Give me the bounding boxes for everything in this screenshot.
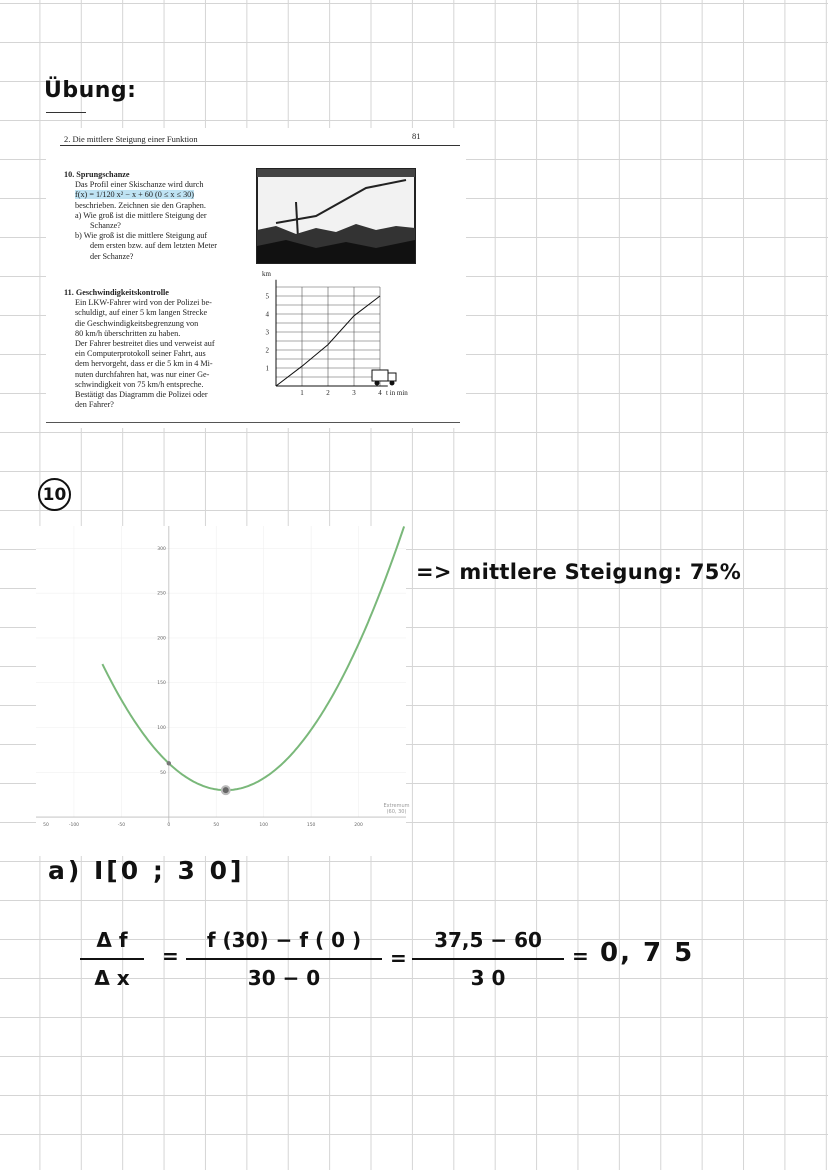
x-tick-label: 200 [354, 823, 363, 829]
task-11-line: die Geschwindigkeitsbegrenzung von [75, 318, 199, 328]
task-11-line: Ein LKW-Fahrer wird von der Polizei be- [75, 298, 212, 308]
x-tick-label: -100 [68, 823, 80, 829]
task-number-badge: 10 [38, 478, 71, 511]
book-page-number: 81 [412, 131, 421, 141]
fraction-denominator: 30 − 0 [247, 966, 321, 990]
x-tick-label: 150 [306, 823, 316, 829]
y-tick-label: 250 [157, 591, 166, 597]
task-10-question-b: b) Wie groß ist die mittlere Steigung auf [75, 231, 208, 241]
equals-sign: = [390, 946, 407, 970]
task-11-line: den Fahrer? [75, 400, 114, 410]
task-10-question-a: a) Wie groß ist die mittlere Steigung der [75, 210, 207, 220]
task-11-line: Bestätigt das Diagramm die Polizei oder [75, 390, 208, 400]
equals-sign: = [572, 944, 589, 968]
diagram-y-tick: 2 [265, 346, 269, 355]
interval-label: a) I[0 ; 3 0] [48, 856, 245, 885]
book-header-rule [60, 145, 460, 146]
extremum-label: Extremum [383, 803, 410, 810]
y-intercept-point [167, 761, 171, 765]
diagram-x-tick: 2 [326, 389, 330, 397]
x-tick-label: 0 [167, 823, 171, 829]
book-bottom-rule [46, 422, 460, 423]
task-11-line: 80 km/h überschritten zu haben. [75, 328, 181, 338]
y-tick-label: 100 [157, 725, 166, 731]
task-11-line: ein Computerprotokoll seiner Fahrt, aus [75, 349, 206, 359]
x-tick-label-left: 50 [43, 823, 49, 829]
task-11-text [64, 288, 254, 410]
fraction-numbers [412, 928, 564, 990]
diagram-y-tick: 4 [265, 310, 269, 319]
diagram-y-tick: 1 [265, 364, 269, 373]
fraction-numerator: f (30) − f ( 0 ) [206, 928, 362, 952]
parabola-graph [36, 526, 410, 856]
diagram-y-tick: 3 [265, 328, 269, 337]
title-underline [46, 112, 86, 113]
result-text: => mittlere Steigung: 75% [416, 560, 742, 584]
diagram-y-tick: 5 [265, 292, 269, 301]
task-10-question-a-cont: Schanze? [90, 221, 121, 231]
diagram-x-tick: 1 [300, 389, 304, 397]
task-11-line: schuldigt, auf einer 5 km langen Strecke [75, 308, 208, 318]
diagram-grid [276, 280, 388, 386]
task-10-heading: 10. Sprungschanze [64, 170, 130, 179]
equals-sign: = [162, 944, 179, 968]
task-11-line: dem hervorgeht, dass er die 5 km in 4 Mi- [75, 359, 213, 369]
y-tick-label: 300 [157, 546, 166, 552]
task-11-line: nuten durchfahren hat, was nur einer Ge- [75, 369, 210, 379]
task-10-text [64, 170, 254, 262]
textbook-excerpt [46, 128, 466, 428]
speed-diagram [252, 270, 418, 408]
diagram-y-unit: km [262, 270, 271, 279]
x-tick-label: -50 [117, 823, 126, 829]
delta-f: Δ f [96, 928, 128, 952]
task-11-heading: 11. Geschwindigkeitskontrolle [64, 288, 169, 297]
task-10-question-b-cont: der Schanze? [90, 251, 134, 261]
extremum-point [222, 786, 230, 794]
ski-jump-photo [256, 168, 416, 264]
y-tick-label: 50 [160, 770, 166, 776]
task-11-line: Der Fahrer bestreitet dies und verweist auf [75, 339, 215, 349]
page-title: Übung: [44, 78, 137, 103]
task-10-line: Das Profil einer Skischanze wird durch [75, 180, 204, 190]
fraction-delta [80, 928, 144, 990]
fraction-denominator: 3 0 [470, 966, 506, 990]
y-tick-label: 150 [157, 681, 166, 687]
y-tick-label: 200 [157, 636, 166, 642]
fraction-function-values [186, 928, 382, 990]
truck-icon [372, 370, 396, 386]
diagram-x-unit: t in min [386, 389, 408, 397]
diagram-x-tick: 4 [378, 389, 382, 397]
extremum-coords: (60, 30) [386, 809, 407, 816]
final-result: 0, 7 5 [600, 938, 695, 968]
delta-x: Δ x [94, 966, 130, 990]
x-tick-label: 50 [213, 823, 220, 829]
task-10-formula: f(x) = 1/120 x² − x + 60 (0 ≤ x ≤ 30) [75, 190, 194, 200]
diagram-x-tick: 3 [352, 389, 356, 397]
fraction-numerator: 37,5 − 60 [434, 928, 542, 952]
task-10-line: beschrieben. Zeichnen sie den Graphen. [75, 200, 206, 210]
x-tick-label: 100 [259, 823, 268, 829]
task-11-line: schwindigkeit von 75 km/h entspreche. [75, 379, 204, 389]
book-header: 2. Die mittlere Steigung einer Funktion [64, 134, 198, 144]
task-10-question-b-cont: dem ersten bzw. auf dem letzten Meter [90, 241, 218, 251]
